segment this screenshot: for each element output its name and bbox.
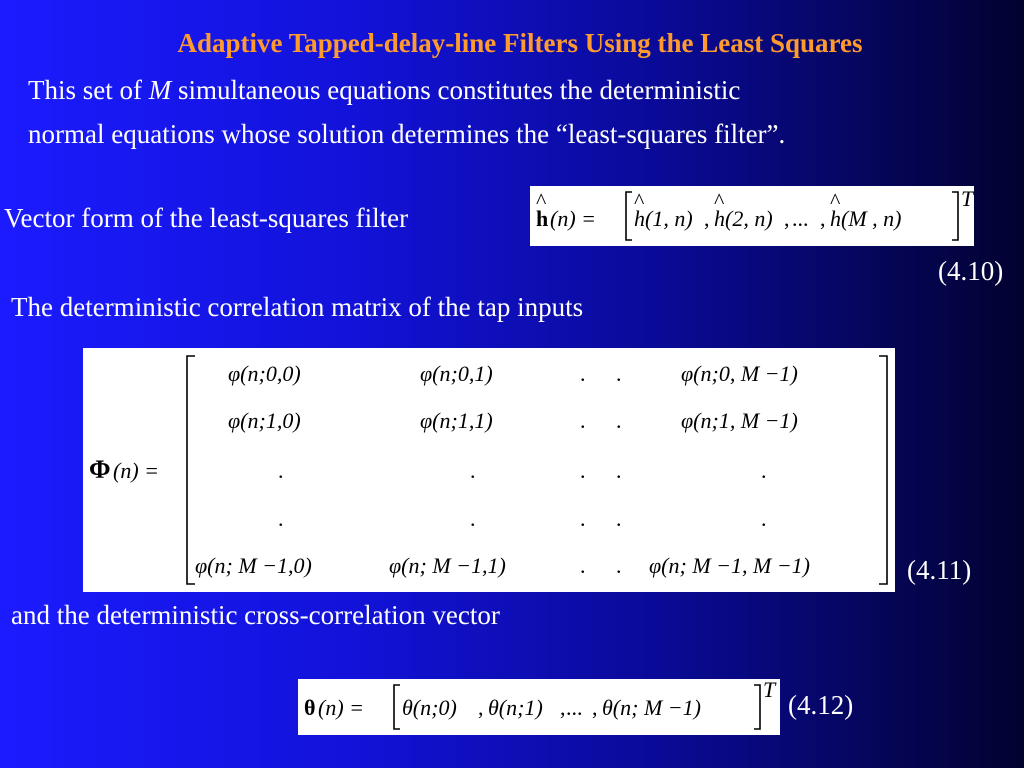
hat-mark-2: ^ <box>714 188 725 213</box>
element-2: h(2, n) <box>714 206 773 231</box>
matrix-cell: . <box>470 458 476 483</box>
correlation-matrix-label: The deterministic correlation matrix of the tap inputs <box>11 292 584 322</box>
matrix-cell: φ(n;1,1) <box>420 408 493 433</box>
left-bracket <box>394 685 400 729</box>
equation-number-4-12: (4.12) <box>788 690 854 720</box>
element-ellipsis: ... <box>566 695 583 720</box>
left-bracket <box>626 192 632 240</box>
intro-text-pre: This set of <box>28 75 149 105</box>
comma-1: , <box>704 206 710 231</box>
matrix-cell: . <box>580 361 586 386</box>
matrix-row <box>195 553 810 578</box>
hat-mark: ^ <box>536 188 547 213</box>
equation-4-11 <box>83 348 895 592</box>
matrix-row <box>228 361 798 386</box>
equation-number-4-10: (4.10) <box>938 256 1004 286</box>
comma-3: , <box>820 206 826 231</box>
equation-4-10 <box>530 186 974 246</box>
comma-3: , <box>592 695 598 720</box>
matrix-cell: . <box>616 361 622 386</box>
matrix-cell: φ(n;0, M −1) <box>681 361 798 386</box>
right-bracket <box>754 685 760 729</box>
element-0: θ(n;0) <box>402 695 457 720</box>
matrix-cell: φ(n;1, M −1) <box>681 408 798 433</box>
element-1: θ(n;1) <box>488 695 543 720</box>
equation-4-12 <box>298 679 780 735</box>
matrix-cell: . <box>616 458 622 483</box>
matrix-row <box>228 408 798 433</box>
matrix-cell: . <box>580 553 586 578</box>
matrix-cell: . <box>278 458 284 483</box>
matrix-cell: φ(n; M −1, M −1) <box>649 553 810 578</box>
theta-vector-symbol: θ <box>304 695 316 720</box>
matrix-cell: φ(n;1,0) <box>228 408 301 433</box>
matrix-cell: . <box>761 458 767 483</box>
intro-line-2: normal equations whose solution determines the “least-squares filter”. <box>28 119 786 149</box>
equation-number-4-11: (4.11) <box>907 555 972 585</box>
comma-1: , <box>478 695 484 720</box>
slide-title: Adaptive Tapped-delay-line Filters Using the Least Squares <box>177 28 863 58</box>
lhs-argument: (n) = <box>113 458 159 483</box>
matrix-cell: φ(n;0,1) <box>420 361 493 386</box>
matrix-cell: . <box>616 408 622 433</box>
matrix-row <box>278 506 767 531</box>
transpose-superscript: T <box>763 679 776 702</box>
variable-m: M <box>148 75 172 105</box>
matrix-row <box>278 458 767 483</box>
element-1: h(1, n) <box>634 206 693 231</box>
left-bracket <box>187 356 195 584</box>
h-hat-symbol: h <box>536 206 549 231</box>
matrix-cell: φ(n; M −1,1) <box>389 553 506 578</box>
hat-mark-1: ^ <box>634 188 645 213</box>
matrix-cell: . <box>580 458 586 483</box>
matrix-cell: . <box>580 506 586 531</box>
lhs-argument: (n) = <box>318 695 364 720</box>
matrix-cell: . <box>616 506 622 531</box>
element-m: h(M , n) <box>830 206 902 231</box>
matrix-cell: . <box>616 553 622 578</box>
cross-correlation-label: and the deterministic cross-correlation vector <box>11 600 500 630</box>
matrix-cell: φ(n;0,0) <box>228 361 301 386</box>
matrix-cell: . <box>580 408 586 433</box>
phi-matrix-symbol: Φ <box>89 455 111 484</box>
lhs-argument: (n) = <box>550 206 596 231</box>
matrix-cell: φ(n; M −1,0) <box>195 553 312 578</box>
intro-text-post: simultaneous equations constitutes the deterministic <box>171 75 741 105</box>
hat-mark-3: ^ <box>830 188 841 213</box>
element-m: θ(n; M −1) <box>602 695 701 720</box>
right-bracket <box>952 192 958 240</box>
comma-2: , <box>784 206 790 231</box>
transpose-superscript: T <box>961 186 974 211</box>
vector-form-label: Vector form of the least-squares filter <box>4 203 409 233</box>
intro-line-1 <box>28 68 740 112</box>
right-bracket <box>879 356 887 584</box>
matrix-cell: . <box>470 506 476 531</box>
comma-2: , <box>560 695 566 720</box>
matrix-cell: . <box>278 506 284 531</box>
matrix-cell: . <box>761 506 767 531</box>
element-ellipsis: ... <box>792 206 809 231</box>
